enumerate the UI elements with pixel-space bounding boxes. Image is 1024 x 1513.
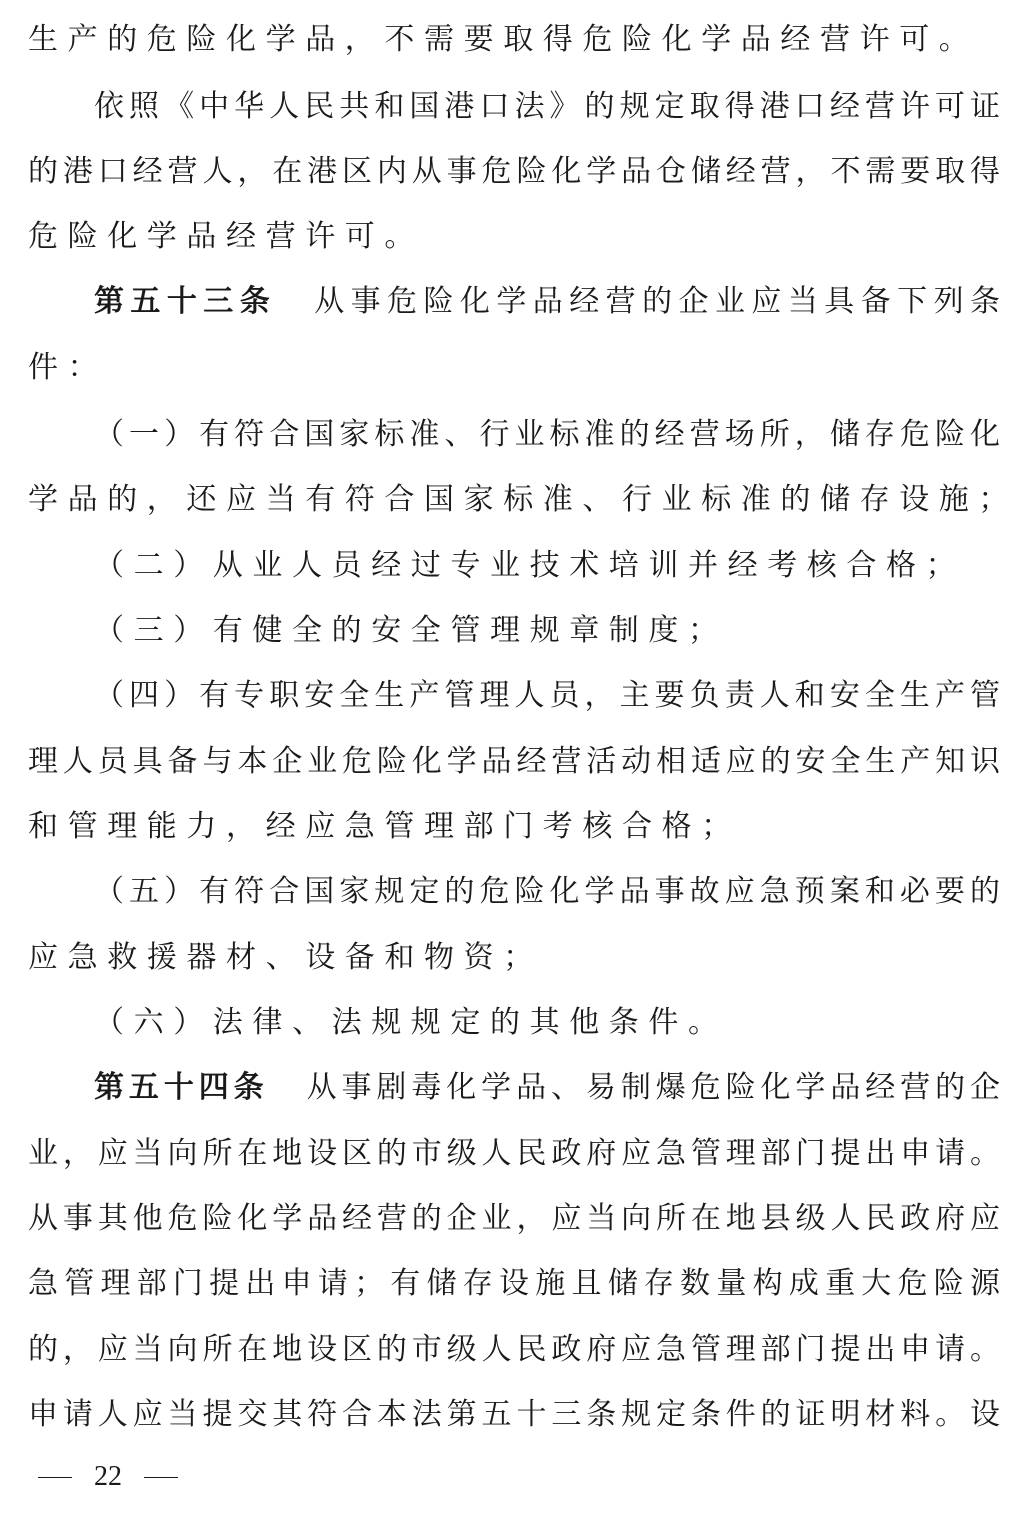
text-line: （二）从业人员经过专业技术培训并经考核合格； <box>94 548 966 583</box>
page-footer <box>38 1452 178 1502</box>
text-line: 申请人应当提交其符合本法第五十三条规定条件的证明材料。设 <box>28 1397 1000 1432</box>
text-line: （一）有符合国家标准、行业标准的经营场所，储存危险化 <box>94 417 1000 452</box>
article-heading: 第五十四条 <box>94 1070 269 1105</box>
article-line <box>28 1056 1000 1120</box>
article-text: 从事危险化学品经营的企业应当具备下列条 <box>314 284 1001 319</box>
text-line: 危险化学品经营许可。 <box>28 219 424 254</box>
text-line: 的，应当向所在地设区的市级人民政府应急管理部门提出申请。 <box>28 1332 1000 1367</box>
text-line: 生产的危险化学品，不需要取得危险化学品经营许可。 <box>28 22 979 57</box>
text-line: 应急救援器材、设备和物资； <box>28 940 543 975</box>
text-line: 业，应当向所在地设区的市级人民政府应急管理部门提出申请。 <box>28 1136 1000 1171</box>
text-line: 急管理部门提出申请；有储存设施且储存数量构成重大危险源 <box>28 1266 1000 1301</box>
article-heading: 第五十三条 <box>94 284 277 319</box>
footer-dash-right <box>144 1477 178 1478</box>
page-number: 22 <box>94 1461 122 1492</box>
article-text: 从事剧毒化学品、易制爆危险化学品经营的企 <box>306 1070 1001 1105</box>
text-line: 件： <box>28 350 108 385</box>
text-line: （五）有符合国家规定的危险化学品事故应急预案和必要的 <box>94 874 1000 909</box>
text-line: （四）有专职安全生产管理人员，主要负责人和安全生产管 <box>94 678 1000 713</box>
text-line: （六）法律、法规规定的其他条件。 <box>94 1005 728 1040</box>
text-line: 学品的，还应当有符合国家标准、行业标准的储存设施； <box>28 482 1018 517</box>
text-line: 理人员具备与本企业危险化学品经营活动相适应的安全生产知识 <box>28 744 1000 779</box>
text-line: （三）有健全的安全管理规章制度； <box>94 613 728 648</box>
text-line: 的港口经营人，在港区内从事危险化学品仓储经营，不需要取得 <box>28 154 1000 189</box>
text-line: 依照《中华人民共和国港口法》的规定取得港口经营许可证 <box>94 89 1000 124</box>
text-line: 从事其他危险化学品经营的企业，应当向所在地县级人民政府应 <box>28 1201 1000 1236</box>
footer-dash-left <box>38 1477 72 1478</box>
article-line <box>28 270 1000 334</box>
text-line: 和管理能力，经应急管理部门考核合格； <box>28 809 741 844</box>
